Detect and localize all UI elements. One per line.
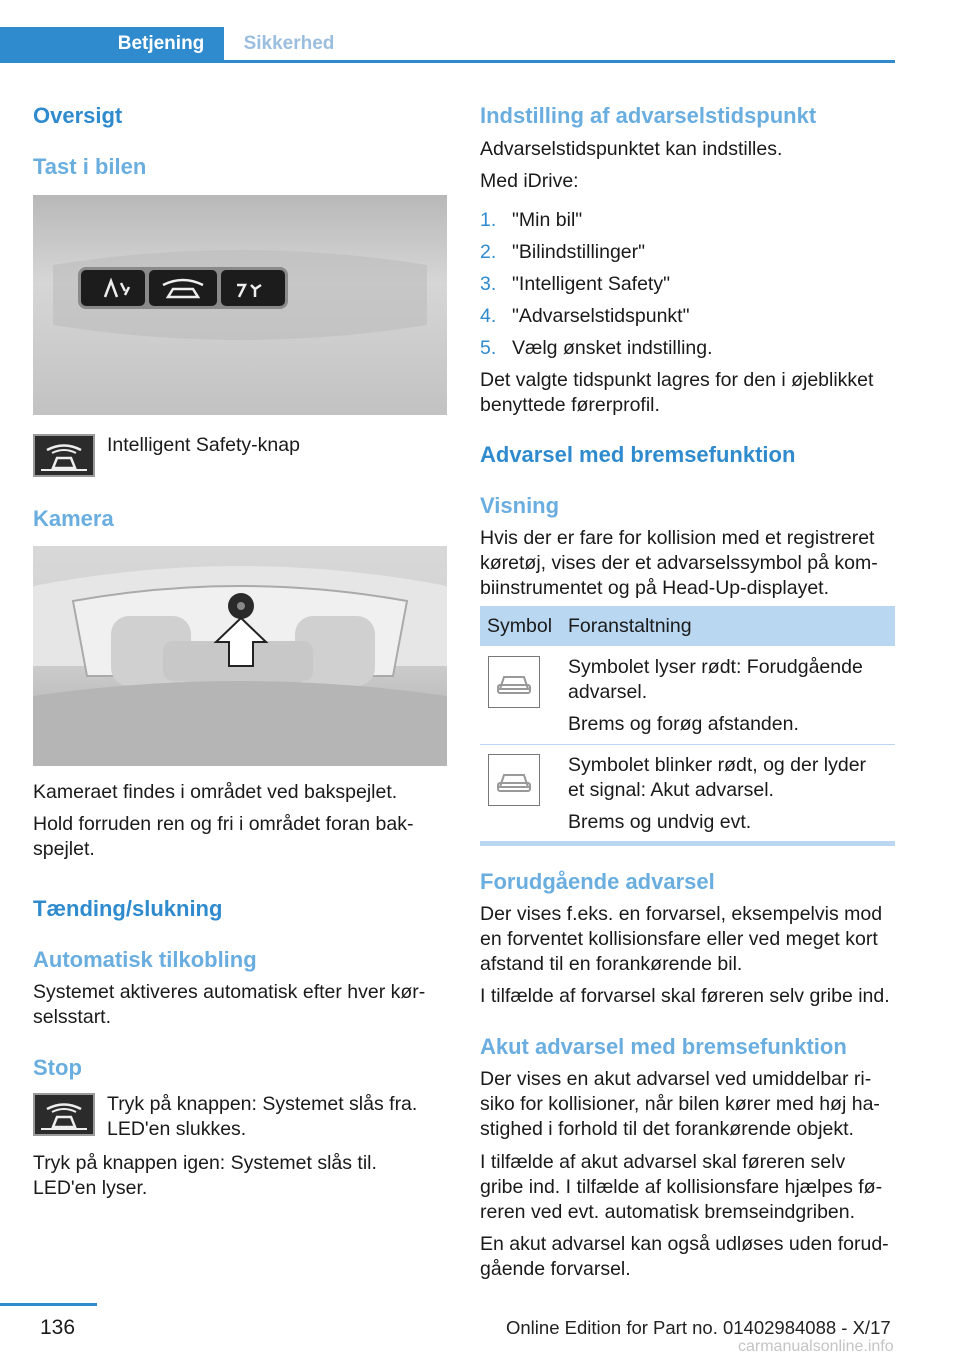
indstilling-text-3b: benyttede førerprofil. <box>480 394 660 416</box>
car-buttons-photo <box>33 195 447 415</box>
akut-text-c: stighed i forhold til det forankørende objekt. <box>480 1118 854 1140</box>
akut3-text-b: gående forvarsel. <box>480 1258 631 1280</box>
tab-betjening[interactable]: Betjening <box>98 27 224 61</box>
heading-tast-i-bilen: Tast i bilen <box>33 154 147 179</box>
heading-oversigt: Oversigt <box>33 103 123 128</box>
header-bar-stub <box>0 27 98 61</box>
row2-text-a: Symbolet blinker rødt, og der lyder <box>568 754 867 776</box>
heading-forudgaaende: Forudgående advarsel <box>480 869 715 894</box>
forud-text-a: Der vises f.eks. en forvarsel, eksempelvis mod <box>480 903 883 925</box>
row1-text-c: Brems og forøg afstanden. <box>568 713 799 735</box>
heading-taending-slukning: Tænding/slukning <box>33 896 223 921</box>
row1-text-b: advarsel. <box>568 681 648 703</box>
list-item <box>480 271 496 297</box>
indstilling-text-2: Med iDrive: <box>480 170 579 192</box>
visning-text-b: køretøj, vises der et advarselssymbol på kom- <box>480 552 878 574</box>
list-item-text: Vælg ønsket indstilling. <box>512 337 713 359</box>
table-header <box>480 606 895 646</box>
list-number: 2. <box>480 241 497 263</box>
list-item <box>480 303 496 329</box>
camera-text-2b: spejlet. <box>33 838 95 860</box>
akut2-text-b: gribe ind. I tilfælde af kollisionsfare hjælpes fø- <box>480 1176 883 1198</box>
table-row <box>480 646 895 745</box>
indstilling-text-3a: Det valgte tidspunkt lagres for den i øjeblikket <box>480 369 874 391</box>
table-col-symbol: Symbol <box>487 615 553 637</box>
heading-stop: Stop <box>33 1055 82 1080</box>
watermark: carmanualsonline.info <box>738 1338 894 1355</box>
car-ahead-symbol-icon <box>488 656 540 708</box>
auto-text-a: Systemet aktiveres automatisk efter hver kør- <box>33 981 426 1003</box>
row1-text-a: Symbolet lyser rødt: Forudgående <box>568 656 863 678</box>
forud2-text: I tilfælde af forvarsel skal føreren selv gribe ind. <box>480 985 890 1007</box>
table-row <box>480 744 895 840</box>
visning-text-c: biinstrumentet og på Head-Up-displayet. <box>480 577 830 599</box>
caption-intelligent-safety: Intelligent Safety-knap <box>107 434 300 456</box>
akut-text-a: Der vises en akut advarsel ved umiddelbar ri- <box>480 1068 872 1090</box>
list-item-text: "Intelligent Safety" <box>512 273 671 295</box>
list-item-text: "Bilindstillinger" <box>512 241 646 263</box>
row2-text-b: et signal: Akut advarsel. <box>568 779 774 801</box>
heading-visning: Visning <box>480 493 560 518</box>
tab-sikkerhed[interactable]: Sikkerhed <box>243 33 335 54</box>
forud-text-c: afstand til en forankørende bil. <box>480 953 743 975</box>
list-item <box>480 239 496 265</box>
heading-akut-advarsel: Akut advarsel med bremsefunktion <box>480 1034 847 1059</box>
akut2-text-a: I tilfælde af akut advarsel skal føreren selv <box>480 1151 846 1173</box>
stop2-text-a: Tryk på knappen igen: Systemet slås til. <box>33 1152 377 1174</box>
list-number: 4. <box>480 305 497 327</box>
footer-rule <box>0 1303 97 1306</box>
list-item <box>480 335 496 361</box>
edition-text: Online Edition for Part no. 01402984088 - X/17 <box>506 1317 891 1338</box>
camera-text-1: Kameraet findes i området ved bakspejlet. <box>33 781 398 803</box>
forud-text-b: en forventet kollisionsfare eller ved meget kort <box>480 928 878 950</box>
car-buttons-illustration <box>33 195 447 415</box>
auto-text-b: selsstart. <box>33 1006 112 1028</box>
list-number: 5. <box>480 337 497 359</box>
intelligent-safety-button-icon <box>33 434 95 477</box>
akut-text-b: siko for kollisioner, når bilen kører med høj ha- <box>480 1093 880 1115</box>
stop-text-b: LED'en slukkes. <box>107 1118 247 1140</box>
list-number: 1. <box>480 209 497 231</box>
indstilling-text-1: Advarselstidspunktet kan indstilles. <box>480 138 783 160</box>
heading-advarsel-bremsefunktion: Advarsel med bremsefunktion <box>480 442 796 467</box>
camera-text-2a: Hold forruden ren og fri i området foran bak- <box>33 813 414 835</box>
akut2-text-c: reren ved evt. automatisk bremseindgriben. <box>480 1201 856 1223</box>
akut3-text-a: En akut advarsel kan også udløses uden forud- <box>480 1233 889 1255</box>
heading-indstilling: Indstilling af advarselstidspunkt <box>480 103 817 128</box>
stop-button-icon <box>33 1093 95 1136</box>
camera-photo <box>33 546 447 766</box>
row2-text-c: Brems og undvig evt. <box>568 811 752 833</box>
camera-illustration <box>33 546 447 766</box>
list-item <box>480 207 496 233</box>
table-col-foranstaltning: Foranstaltning <box>568 615 692 637</box>
car-ahead-symbol-icon <box>488 754 540 806</box>
table-bottom-rule <box>480 841 895 846</box>
car-front-icon <box>494 765 534 795</box>
stop-text-a: Tryk på knappen: Systemet slås fra. <box>107 1093 418 1115</box>
list-item-text: "Advarselstidspunkt" <box>512 305 690 327</box>
heading-automatisk-tilkobling: Automatisk tilkobling <box>33 947 257 972</box>
car-front-icon <box>494 667 534 697</box>
visning-text-a: Hvis der er fare for kollision med et registreret <box>480 527 875 549</box>
heading-kamera: Kamera <box>33 506 114 531</box>
car-warning-icon <box>35 1095 93 1134</box>
list-number: 3. <box>480 273 497 295</box>
stop2-text-b: LED'en lyser. <box>33 1177 148 1199</box>
car-warning-icon <box>35 436 93 475</box>
list-item-text: "Min bil" <box>512 209 583 231</box>
page-number: 136 <box>40 1316 76 1339</box>
header-divider <box>0 60 895 63</box>
